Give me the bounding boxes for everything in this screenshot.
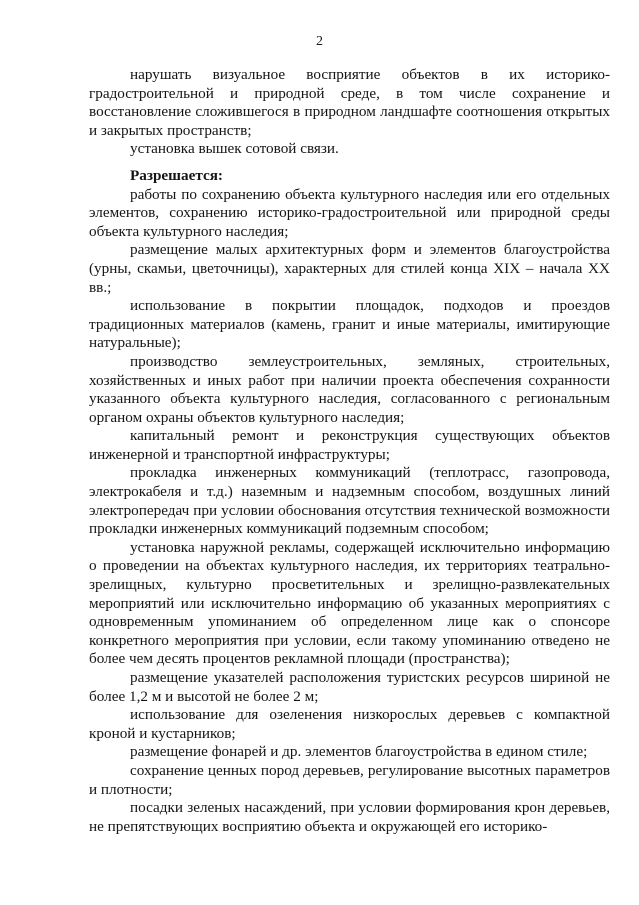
page-number: 2	[316, 34, 323, 49]
permitted-item: использование в покрытии площадок, подходов и проездов традиционных материалов (камень, гранит и иные материалы, имитирующие натуральные);	[89, 297, 610, 352]
permitted-item: производство землеустроительных, земляных, строительных, хозяйственных и иных работ при наличии проекта обеспечения сохранности указанного объекта культурного наследия, согласованного с региональным органом охраны объектов культурного наследия;	[89, 352, 610, 426]
permitted-item: прокладка инженерных коммуникаций (теплотрасс, газопровода, электрокабеля и т.д.) наземным и надземным способом, воздушных линий электропередач при условии обоснования отсутствия технической возможности прокладки инженерных коммуникаций подземным способом;	[89, 464, 610, 538]
permitted-item: капитальный ремонт и реконструкция существующих объектов инженерной и транспортной инфраструктуры;	[89, 427, 610, 463]
document-body	[89, 66, 610, 836]
permitted-item: посадки зеленых насаждений, при условии формирования крон деревьев, не препятствующих восприятию объекта и окружающей его историко-	[89, 799, 610, 835]
permitted-item: размещение фонарей и др. элементов благоустройства в едином стиле;	[130, 743, 588, 761]
permitted-item: использование для озеленения низкорослых деревьев с компактной кроной и кустарников;	[89, 706, 610, 742]
permitted-item: размещение малых архитектурных форм и элементов благоустройства (урны, скамьи, цветочницы), характерных для стилей конца XIX – начала XX вв.;	[89, 241, 610, 296]
permitted-item: размещение указателей расположения туристских ресурсов шириной не более 1,2 м и высотой не более 2 м;	[89, 669, 610, 705]
section-heading-permitted: Разрешается:	[130, 166, 223, 184]
permitted-item: установка наружной рекламы, содержащей исключительно информацию о проведении на объектах культурного наследия, их территориях театрально-зрелищных, культурно просветительных и зрелищно-развлекательных мероприятий или исключительно информацию об указанных мероприятиях с одновременным упоминанием об определенном лице как о спонсоре конкретного мероприятия при условии, если такому упоминанию отведено не более чем десять процентов рекламной площади (пространства);	[89, 538, 610, 668]
paragraph-continued-prohibition: нарушать визуальное восприятие объектов в их историко-градостроительной и природной среде, в том числе сохранение и восстановление сложившегося в природном ландшафте соотношения открытых и закрытых пространств;	[89, 66, 610, 139]
permitted-item: работы по сохранению объекта культурного наследия или его отдельных элементов, сохранению историко-градостроительной или природной среды объекта культурного наследия;	[89, 185, 610, 240]
permitted-item: сохранение ценных пород деревьев, регулирование высотных параметров и плотности;	[89, 761, 610, 798]
paragraph-cell-tower: установка вышек сотовой связи.	[130, 140, 339, 158]
